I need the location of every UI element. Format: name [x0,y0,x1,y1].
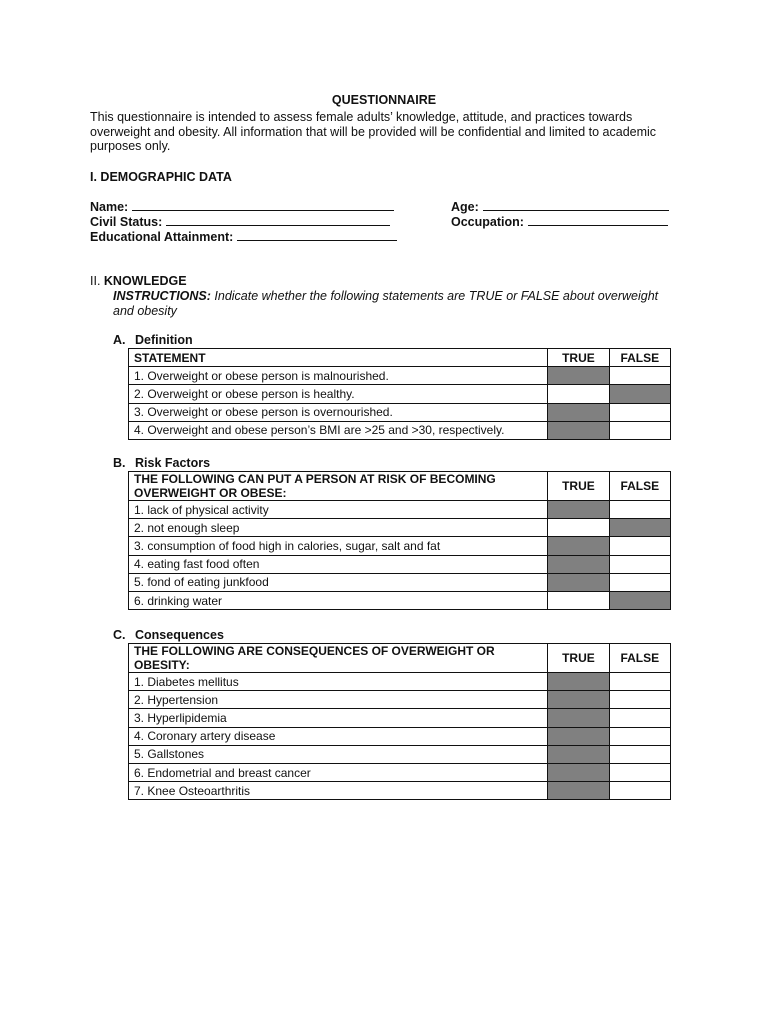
table-row [129,782,671,800]
false-header: FALSE [609,644,670,673]
statement-cell: 3. consumption of food high in calories, sugar, salt and fat [129,537,548,555]
true-answer-cell[interactable] [548,519,609,537]
occupation-label: Occupation: [451,215,524,229]
false-answer-cell[interactable] [609,591,670,609]
false-answer-cell[interactable] [609,367,670,385]
education-label: Educational Attainment: [90,230,234,244]
true-header: TRUE [548,472,609,501]
false-answer-cell[interactable] [609,727,670,745]
civil-status-label: Civil Status: [90,215,163,229]
section-letter: C. [113,628,126,642]
occupation-blank[interactable] [528,214,668,226]
false-answer-cell[interactable] [609,555,670,573]
true-header: TRUE [548,349,609,367]
table-header-row [129,644,671,673]
statement-cell: 7. Knee Osteoarthritis [129,782,548,800]
age-label: Age: [451,200,479,214]
statement-header: THE FOLLOWING CAN PUT A PERSON AT RISK OF BECOMING OVERWEIGHT OR OBESE: [129,472,548,501]
name-label: Name: [90,200,129,214]
true-answer-cell[interactable] [548,555,609,573]
table-row [129,403,671,421]
name-field[interactable] [90,199,394,214]
true-answer-cell[interactable] [548,403,609,421]
statement-header: STATEMENT [129,349,548,367]
table-row [129,421,671,439]
table-row [129,501,671,519]
table-row [129,555,671,573]
instructions-label: INSTRUCTIONS: [113,289,211,303]
knowledge-title: KNOWLEDGE [103,274,187,288]
true-answer-cell[interactable] [548,691,609,709]
table-row [129,367,671,385]
age-field[interactable] [451,199,669,214]
table-row [129,727,671,745]
table-row [129,763,671,781]
statement-cell: 2. Hypertension [129,691,548,709]
table-row [129,573,671,591]
true-answer-cell[interactable] [548,782,609,800]
statement-cell: 5. Gallstones [129,745,548,763]
false-answer-cell[interactable] [609,537,670,555]
table-row [129,591,671,609]
intro-paragraph: This questionnaire is intended to assess female adults’ knowledge, attitude, and practices towards overweight and obesity. All information that will be provided will be confidential and limited to academic purposes only. [90,110,657,154]
true-answer-cell[interactable] [548,763,609,781]
section-title: Consequences [135,628,224,642]
page-title: QUESTIONNAIRE [331,93,437,107]
statement-cell: 4. eating fast food often [129,555,548,573]
true-answer-cell[interactable] [548,367,609,385]
true-answer-cell[interactable] [548,537,609,555]
age-blank[interactable] [483,199,669,211]
section-b-heading [113,456,210,470]
false-answer-cell[interactable] [609,691,670,709]
false-answer-cell[interactable] [609,421,670,439]
false-answer-cell[interactable] [609,782,670,800]
statement-cell: 2. not enough sleep [129,519,548,537]
false-answer-cell[interactable] [609,519,670,537]
knowledge-numeral: II. [90,274,101,288]
false-answer-cell[interactable] [609,403,670,421]
definition-table [128,348,671,440]
statement-cell: 3. Hyperlipidemia [129,709,548,727]
false-answer-cell[interactable] [609,745,670,763]
section-letter: B. [113,456,126,470]
false-answer-cell[interactable] [609,501,670,519]
statement-header: THE FOLLOWING ARE CONSEQUENCES OF OVERWEIGHT OR OBESITY: [129,644,548,673]
statement-cell: 3. Overweight or obese person is overnourished. [129,403,548,421]
statement-cell: 6. Endometrial and breast cancer [129,763,548,781]
section-letter: A. [113,333,126,347]
civil-status-blank[interactable] [166,214,390,226]
false-answer-cell[interactable] [609,763,670,781]
instructions [113,289,673,318]
true-answer-cell[interactable] [548,745,609,763]
section-c-heading [113,628,224,642]
section-title: Definition [135,333,193,347]
true-answer-cell[interactable] [548,385,609,403]
education-blank[interactable] [237,229,397,241]
knowledge-heading [90,274,187,288]
section-a-heading [113,333,193,347]
true-answer-cell[interactable] [548,673,609,691]
table-row [129,519,671,537]
false-answer-cell[interactable] [609,673,670,691]
table-row [129,385,671,403]
table-row [129,673,671,691]
instructions-text: Indicate whether the following statements are TRUE or FALSE about overweight and obesity [113,289,659,318]
table-row [129,691,671,709]
statement-cell: 5. fond of eating junkfood [129,573,548,591]
table-row [129,709,671,727]
table-header-row [129,472,671,501]
true-answer-cell[interactable] [548,501,609,519]
true-answer-cell[interactable] [548,709,609,727]
statement-cell: 4. Overweight and obese person’s BMI are >25 and >30, respectively. [129,421,548,439]
education-field[interactable] [90,229,397,244]
statement-cell: 1. Diabetes mellitus [129,673,548,691]
civil-status-field[interactable] [90,214,390,229]
risk-factors-table [128,471,671,610]
table-row [129,537,671,555]
statement-cell: 1. Overweight or obese person is malnourished. [129,367,548,385]
true-answer-cell[interactable] [548,573,609,591]
false-header: FALSE [609,349,670,367]
false-header: FALSE [609,472,670,501]
false-answer-cell[interactable] [609,709,670,727]
statement-cell: 4. Coronary artery disease [129,727,548,745]
section-title: Risk Factors [135,456,211,470]
statement-cell: 6. drinking water [129,591,548,609]
table-header-row [129,349,671,367]
statement-cell: 2. Overweight or obese person is healthy. [129,385,548,403]
table-row [129,745,671,763]
statement-cell: 1. lack of physical activity [129,501,548,519]
demographic-heading: I. DEMOGRAPHIC DATA [90,170,232,184]
false-answer-cell[interactable] [609,573,670,591]
true-header: TRUE [548,644,609,673]
false-answer-cell[interactable] [609,385,670,403]
true-answer-cell[interactable] [548,727,609,745]
consequences-table [128,643,671,800]
name-blank[interactable] [132,199,394,211]
occupation-field[interactable] [451,214,668,229]
true-answer-cell[interactable] [548,591,609,609]
true-answer-cell[interactable] [548,421,609,439]
